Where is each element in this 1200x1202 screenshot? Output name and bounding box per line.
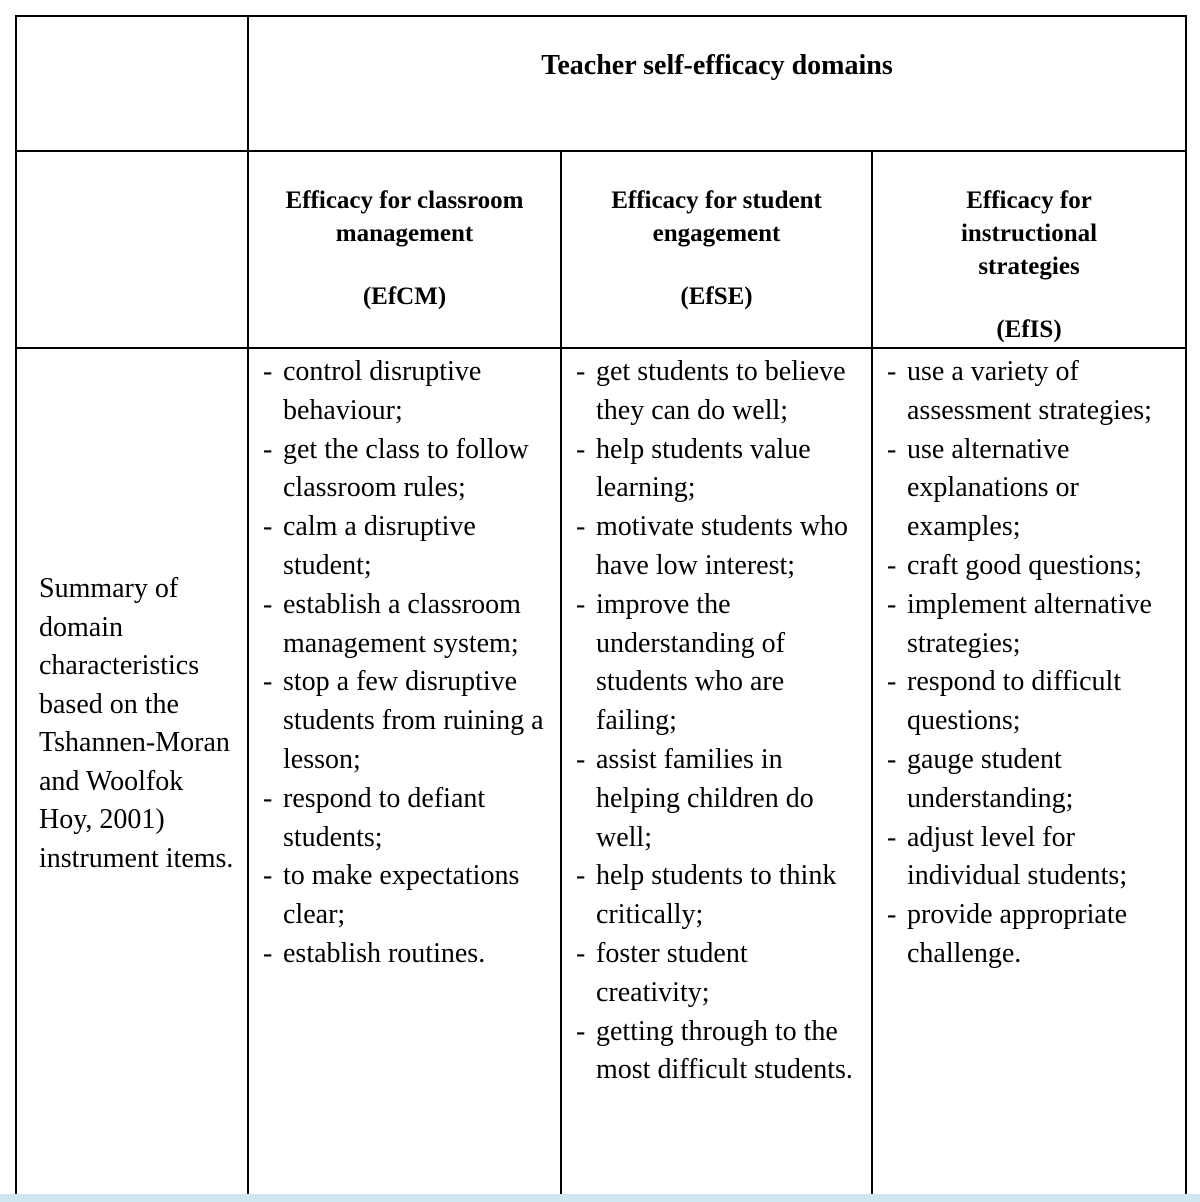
list-item: - get the class to follow classroom rules; [263, 431, 554, 509]
list-item: - use a variety of assessment strategies; [887, 353, 1179, 431]
items-list-efcm [249, 349, 560, 974]
domain-heading-line: engagement [652, 220, 781, 247]
domain-abbreviation: (EfCM) [362, 283, 447, 310]
domain-heading-efis [872, 151, 1186, 348]
row-label: Summary of domain characteristics based on the Tshannen-Moran and Woolfok Hoy, 2001) instrument items. [39, 573, 234, 874]
list-item: - to make expectations clear; [263, 857, 554, 935]
domain-heading-line: Efficacy for classroom [285, 187, 524, 214]
list-item: - motivate students who have low interest; [576, 508, 865, 586]
list-item: - respond to difficult questions; [887, 663, 1179, 741]
empty-heading-label-cell [16, 151, 248, 348]
domain-heading-line: Efficacy for student [611, 187, 822, 214]
items-cell-efse [561, 348, 872, 1195]
domain-heading-line: Efficacy for [966, 187, 1092, 214]
domain-heading-line: management [335, 220, 474, 247]
domain-heading-line: strategies [978, 253, 1080, 280]
domain-abbreviation: (EfSE) [680, 283, 753, 310]
table-title: Teacher self-efficacy domains [541, 50, 893, 81]
list-item: - respond to defiant students; [263, 780, 554, 858]
items-cell-efcm [248, 348, 561, 1195]
row-label-cell [16, 348, 248, 1195]
domain-heading-efcm [248, 151, 561, 348]
list-item: - help students to think critically; [576, 857, 865, 935]
list-item: - gauge student understanding; [887, 741, 1179, 819]
domain-heading-line: instructional [960, 220, 1098, 247]
list-item: - help students value learning; [576, 431, 865, 509]
list-item: - establish a classroom management system; [263, 586, 554, 664]
domain-heading-efse [561, 151, 872, 348]
items-list-efse [562, 349, 871, 1090]
list-item: - implement alternative strategies; [887, 586, 1179, 664]
list-item: - get students to believe they can do well; [576, 353, 865, 431]
efficacy-table-container [15, 15, 1185, 1195]
list-item: - stop a few disruptive students from ruining a lesson; [263, 663, 554, 779]
items-cell-efis [872, 348, 1186, 1195]
list-item: - calm a disruptive student; [263, 508, 554, 586]
table-title-row [16, 16, 1186, 151]
domain-abbreviation: (EfIS) [996, 316, 1062, 343]
list-item: - control disruptive behaviour; [263, 353, 554, 431]
items-list-efis [873, 349, 1185, 974]
list-item: - establish routines. [263, 935, 554, 974]
list-item: - getting through to the most difficult students. [576, 1013, 865, 1091]
list-item: - adjust level for individual students; [887, 819, 1179, 897]
domain-heading-row [16, 151, 1186, 348]
list-item: - provide appropriate challenge. [887, 896, 1179, 974]
list-item: - assist families in helping children do well; [576, 741, 865, 857]
page-bottom-band [0, 1194, 1200, 1202]
list-item: - craft good questions; [887, 547, 1179, 586]
table-title-cell [248, 16, 1186, 151]
list-item: - use alternative explanations or examples; [887, 431, 1179, 547]
list-item: - improve the understanding of students who are failing; [576, 586, 865, 741]
list-item: - foster student creativity; [576, 935, 865, 1013]
empty-corner-cell [16, 16, 248, 151]
domain-items-row [16, 348, 1186, 1195]
teacher-self-efficacy-table [15, 15, 1187, 1196]
